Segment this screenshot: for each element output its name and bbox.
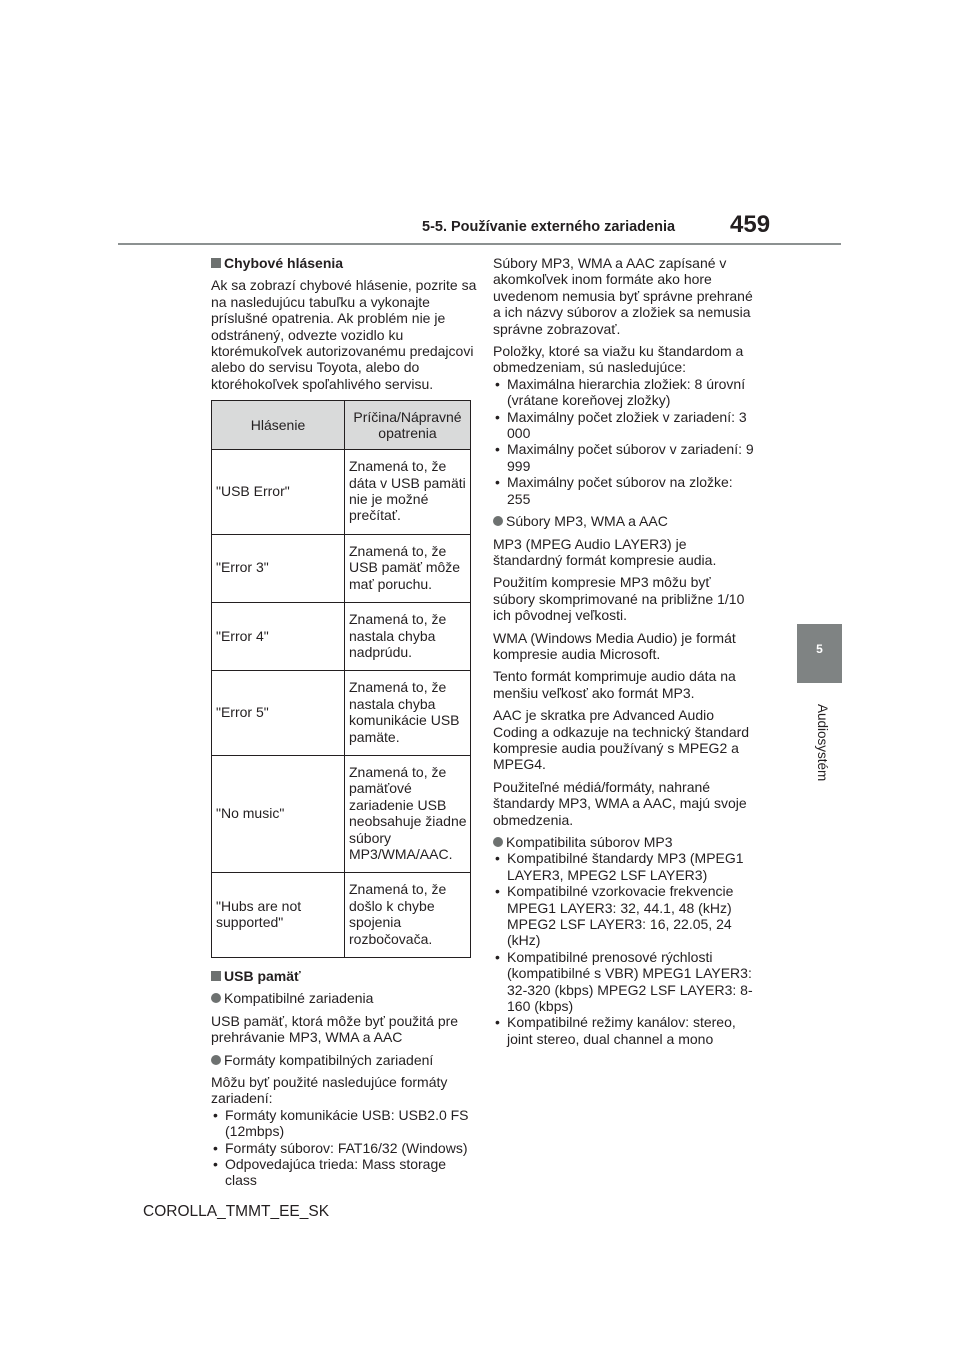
header-rule [118, 243, 841, 245]
cause-cell: Znamená to, že nastala chyba komunikácie USB pamäte. [345, 671, 471, 756]
table-row [212, 873, 471, 958]
compatible-devices-text: USB pamäť, ktorá môže byť použitá pre prehrávanie MP3, WMA a AAC [211, 1012, 459, 1046]
list-item: • Kompatibilné štandardy MP3 (MPEG1 LAYER3, MPEG2 LSF LAYER3) [493, 850, 755, 883]
paragraph: Použiteľné médiá/formáty, nahrané štandardy MP3, WMA a AAC, majú svoje obmedzenia. [493, 778, 747, 828]
formats-heading: Formáty kompatibilných zariadení [211, 1052, 481, 1068]
message-cell: "Error 4" [212, 603, 345, 671]
list-item: • Maximálny počet súborov na zložke: 255 [493, 474, 755, 507]
page-number: 459 [730, 211, 771, 238]
cause-cell: Znamená to, že pamäťové zariadenie USB neobsahuje žiadne súbory MP3/WMA/AAC. [345, 755, 471, 872]
message-cell: "Error 5" [212, 671, 345, 756]
cause-cell: Znamená to, že dáta v USB pamäti nie je možné prečítať. [345, 450, 471, 535]
table-row [212, 755, 471, 872]
list-item: • Maximálny počet súborov v zariadení: 9 999 [493, 441, 755, 474]
paragraph: Tento formát komprimuje audio dáta na menšiu veľkosť ako formát MP3. [493, 668, 736, 701]
error-messages-heading: Chybové hlásenia [211, 255, 481, 271]
mp3-compat-list [493, 850, 755, 1047]
table-header-row [212, 401, 471, 450]
table-header-message: Hlásenie [212, 401, 345, 450]
table-row [212, 603, 471, 671]
table-row [212, 450, 471, 535]
list-item: • Kompatibilné prenosové rýchlosti (kompatibilné s VBR) MPEG1 LAYER3: 32-320 (kbps) MPEG2 LSF LAYER3: 8-160 (kbps) [493, 949, 755, 1015]
paragraph: MP3 (MPEG Audio LAYER3) je štandardný formát kompresie audia. [493, 535, 717, 568]
table-header-cause: Príčina/Nápravné opatrenia [345, 401, 471, 450]
list-item: • Kompatibilné režimy kanálov: stereo, joint stereo, dual channel a mono [493, 1014, 755, 1047]
message-cell: "Hubs are not supported" [212, 873, 345, 958]
cause-cell: Znamená to, že došlo k chybe spojenia rozbočovača. [345, 873, 471, 958]
message-cell: "USB Error" [212, 450, 345, 535]
header-section-title: 5-5. Používanie externého zariadenia [422, 219, 676, 235]
cause-cell: Znamená to, že USB pamäť môže mať poruchu. [345, 534, 471, 602]
square-bullet-icon [211, 971, 221, 981]
limits-list [493, 376, 755, 507]
message-cell: "Error 3" [212, 534, 345, 602]
list-item: • Formáty komunikácie USB: USB2.0 FS (12mbps) [211, 1107, 481, 1140]
list-item: • Maximálna hierarchia zložiek: 8 úrovní (vrátane koreňovej zložky) [493, 376, 755, 409]
circle-bullet-icon [493, 837, 503, 847]
list-item: • Odpovedajúca trieda: Mass storage class [211, 1156, 481, 1189]
limits-intro: Položky, ktoré sa viažu ku štandardom a obmedzeniam, sú nasledujúce: [493, 343, 744, 376]
circle-bullet-icon [211, 1055, 221, 1065]
files-heading: Súbory MP3, WMA a AAC [493, 513, 755, 529]
left-column [211, 255, 481, 1195]
circle-bullet-icon [493, 516, 503, 526]
paragraph: WMA (Windows Media Audio) je formát kompresie audia Microsoft. [493, 629, 736, 662]
square-bullet-icon [211, 258, 221, 268]
error-intro: Ak sa zobrazí chybové hlásenie, pozrite sa na nasledujúcu tabuľku a vykonajte príslušné opatrenia. Ak problém nie je odstránený, odvezte vozidlo ku ktorémukoľvek autorizovanému predajcovi alebo do servisu Toyota, alebo do ktoréhokoľvek spoľahlivého servisu. [211, 277, 477, 392]
mp3-compat-heading: Kompatibilita súborov MP3 [493, 834, 755, 850]
footer-doc-code: COROLLA_TMMT_EE_SK [143, 1203, 330, 1220]
right-column [493, 255, 755, 1053]
usb-memory-heading: USB pamäť [211, 968, 481, 984]
paragraph: AAC je skratka pre Advanced Audio Coding a odkazuje na technický štandard kompresie audia používaný s MPEG2 a MPEG4. [493, 707, 750, 773]
formats-intro: Môžu byť použité nasledujúce formáty zariadení: [211, 1074, 448, 1107]
cause-cell: Znamená to, že nastala chyba nadprúdu. [345, 603, 471, 671]
formats-list [211, 1107, 481, 1189]
table-row [212, 534, 471, 602]
error-table [211, 400, 471, 958]
paragraph: Použitím kompresie MP3 môžu byť súbory skomprimované na približne 1/10 ich pôvodnej veľkosti. [493, 574, 745, 624]
circle-bullet-icon [211, 993, 221, 1003]
message-cell: "No music" [212, 755, 345, 872]
list-item: • Maximálny počet zložiek v zariadení: 3 000 [493, 409, 755, 442]
right-intro: Súbory MP3, WMA a AAC zapísané v akomkoľvek inom formáte ako hore uvedenom nemusia byť správne prehrané a ich názvy súborov a zložiek sa nemusia správne zobrazovať. [493, 255, 753, 337]
list-item: • Formáty súborov: FAT16/32 (Windows) [211, 1140, 481, 1156]
chapter-number: 5 [816, 642, 823, 656]
table-row [212, 671, 471, 756]
compatible-devices-heading: Kompatibilné zariadenia [211, 990, 481, 1006]
chapter-tab [797, 624, 842, 683]
list-item: • Kompatibilné vzorkovacie frekvencie MPEG1 LAYER3: 32, 44.1, 48 (kHz) MPEG2 LSF LAYER3: 16, 22.05, 24 (kHz) [493, 883, 755, 949]
chapter-label: Audiosystém [815, 704, 830, 782]
